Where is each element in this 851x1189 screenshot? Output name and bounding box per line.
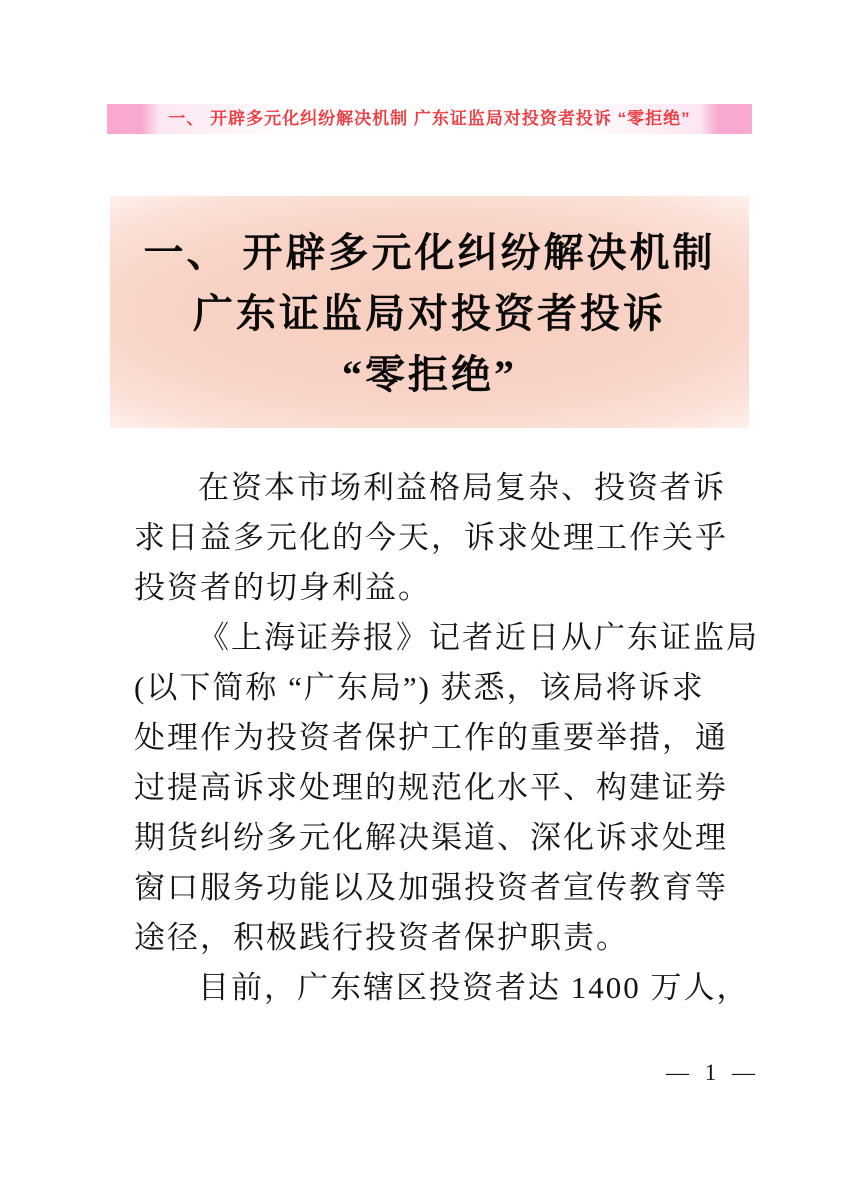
body-line: 过提高诉求处理的规范化水平、构建证券 [134, 770, 728, 805]
page-number: — 1 — [666, 1060, 760, 1085]
body-line: 求日益多元化的今天，诉求处理工作关乎 [134, 520, 728, 555]
body-line: 《上海证券报》记者近日从广东证监局 [198, 620, 759, 655]
body-line: 期货纠纷多元化解决渠道、深化诉求处理 [134, 820, 728, 855]
body-line: 途径，积极践行投资者保护职责。 [134, 920, 629, 955]
body-line: 处理作为投资者保护工作的重要举措，通 [134, 720, 728, 755]
chapter-title-line-1: 一、 开辟多元化纠纷解决机制 [143, 230, 716, 275]
chapter-title-line-2: 广东证监局对投资者投诉 [193, 291, 666, 336]
body-line: 窗口服务功能以及加强投资者宣传教育等 [134, 870, 728, 905]
running-header-title: 一、 开辟多元化纠纷解决机制 广东证监局对投资者投诉 “零拒绝” [168, 109, 691, 128]
body-line: 目前，广东辖区投资者达 1400 万人， [198, 970, 750, 1005]
chapter-title-line-3: “零拒绝” [342, 352, 517, 397]
running-header [107, 104, 752, 134]
chapter-title-block [110, 196, 749, 428]
body-text [134, 463, 759, 1013]
body-line: 在资本市场利益格局复杂、投资者诉 [198, 470, 726, 505]
body-line: 投资者的切身利益。 [134, 570, 431, 605]
body-line: (以下简称 “广东局”) 获悉，该局将诉求 [134, 670, 705, 705]
